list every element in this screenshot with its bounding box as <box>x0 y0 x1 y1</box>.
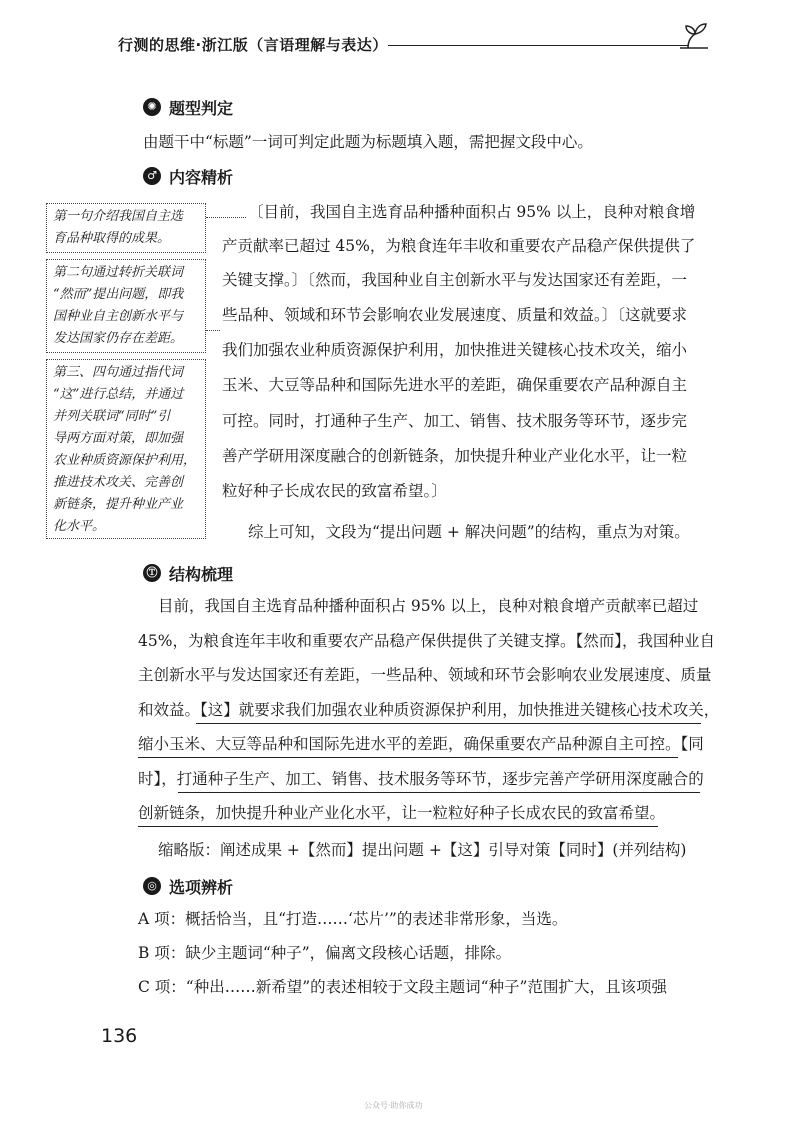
structure-line: 主创新水平与发达国家还有差距，一些品种、领域和环节会影响农业发展速度、质量 <box>138 666 712 684</box>
note-line: 农业种质资源保护利用， <box>53 453 197 468</box>
side-note-1 <box>46 203 206 253</box>
section-label: 题型判定 <box>169 98 234 118</box>
note-connector <box>206 217 246 218</box>
content-summary: 综上可知，文段为“提出问题 + 解决问题”的结构，重点为对策。 <box>248 523 690 541</box>
content-line: 产贡献率已超过 45%，为粮食连年丰收和重要农产品稳产保供提供了 <box>222 237 696 255</box>
note-line: 国种业自主创新水平与 <box>53 309 184 324</box>
structure-summary: 缩略版：阐述成果 +【然而】提出问题 +【这】引导对策【同时】(并列结构) <box>158 841 687 859</box>
content-line: 可控。同时，打通种子生产、加工、销售、技术服务等环节，逐步完 <box>222 412 688 430</box>
option-a: A 项：概括恰当，且“打造……‘芯片’”的表述非常形象，当选。 <box>138 910 568 928</box>
note-line: 新链条，提升种业产业 <box>53 497 184 512</box>
section-heading-type <box>143 95 233 119</box>
footer-watermark: 公众号·助你成功 <box>364 1101 423 1110</box>
underline <box>138 826 658 827</box>
page-number: 136 <box>101 1025 138 1047</box>
note-line: 第一句介绍我国自主选 <box>53 209 184 224</box>
section-label: 选项辨析 <box>169 877 234 897</box>
content-line: 善产学研用深度融合的创新链条，加快提升种业产业化水平，让一粒 <box>222 447 688 465</box>
note-line: “然而”提出问题，即我 <box>53 287 184 302</box>
note-line: 化水平。 <box>53 519 106 534</box>
content-line: 粒好种子长成农民的致富希望。〕 <box>222 482 447 500</box>
section-heading-content <box>143 164 233 188</box>
sprout-icon <box>680 22 710 50</box>
structure-line: 创新链条，加快提升种业产业化水平，让一粒粒好种子长成农民的致富希望。 <box>138 804 666 822</box>
content-line: 玉米、大豆等品种和国际先进水平的差距，确保重要农产品种源自主 <box>222 376 688 394</box>
content-line: 我们加强农业种质资源保护利用，加快推进关键核心技术攻关，缩小 <box>222 341 688 359</box>
section-heading-options <box>143 874 233 898</box>
section-label: 结构梳理 <box>169 564 234 584</box>
structure-line: 缩小玉米、大豆等品种和国际先进水平的差距，确保重要农产品种源自主可控。【同 <box>138 735 704 753</box>
side-note-2 <box>46 259 206 353</box>
content-line: 些品种、领域和环节会影响农业发展速度、质量和效益。〕〔这就要求 <box>222 306 688 324</box>
note-connector <box>206 330 220 331</box>
underline <box>196 723 701 724</box>
structure-line: 45%，为粮食连年丰收和重要农产品稳产保供提供了关键支撑。【然而】，我国种业自 <box>138 632 715 650</box>
running-header-title: 行测的思维·浙江版（言语理解与表达） <box>118 36 388 54</box>
side-note-3 <box>46 359 206 539</box>
structure-line: 时】，打通种子生产、加工、销售、技术服务等环节，逐步完善产学研用深度融合的 <box>138 770 704 788</box>
note-line: 发达国家仍存在差距。 <box>53 331 184 346</box>
note-line: 第二句通过转折关联词 <box>53 265 184 280</box>
structure-line: 和效益。【这】就要求我们加强农业种质资源保护利用，加快推进关键核心技术攻关， <box>138 701 720 719</box>
option-b: B 项：缺少主题词“种子”，偏离文段核心话题，排除。 <box>138 944 512 962</box>
header-rule <box>388 45 688 46</box>
note-line: 育品种取得的成果。 <box>53 231 171 246</box>
structure-line: 目前，我国自主选育品种播种面积占 95% 以上，良种对粮食增产贡献率已超过 <box>158 597 699 615</box>
note-line: 推进技术攻关、完善创 <box>53 475 184 490</box>
note-line: 第三、四句通过指代词 <box>53 365 184 380</box>
sun-icon: ✺ <box>143 98 161 116</box>
content-line: 〔目前，我国自主选育品种播种面积占 95% 以上，良种对粮食增 <box>248 203 696 221</box>
male-symbol-icon: ♂ <box>143 167 161 185</box>
content-line: 关键支撑。〕〔然而，我国种业自主创新水平与发达国家还有差距，一 <box>222 271 688 289</box>
underline <box>178 792 700 793</box>
structure-icon: Ⓣ <box>143 564 161 582</box>
underline <box>138 757 678 758</box>
section-heading-structure <box>143 561 233 585</box>
note-line: “这”进行总结，并通过 <box>53 387 184 402</box>
option-c: C 项：“种出……新希望”的表述相较于文段主题词“种子”范围扩大，且该项强 <box>138 978 667 996</box>
note-line: 并列关联词“同时”引 <box>53 409 171 424</box>
type-judgement-text: 由题干中“标题”一词可判定此题为标题填入题，需把握文段中心。 <box>143 133 593 151</box>
note-line: 导两方面对策，即加强 <box>53 431 184 446</box>
target-icon: ◎ <box>143 877 161 895</box>
section-label: 内容精析 <box>169 167 234 187</box>
